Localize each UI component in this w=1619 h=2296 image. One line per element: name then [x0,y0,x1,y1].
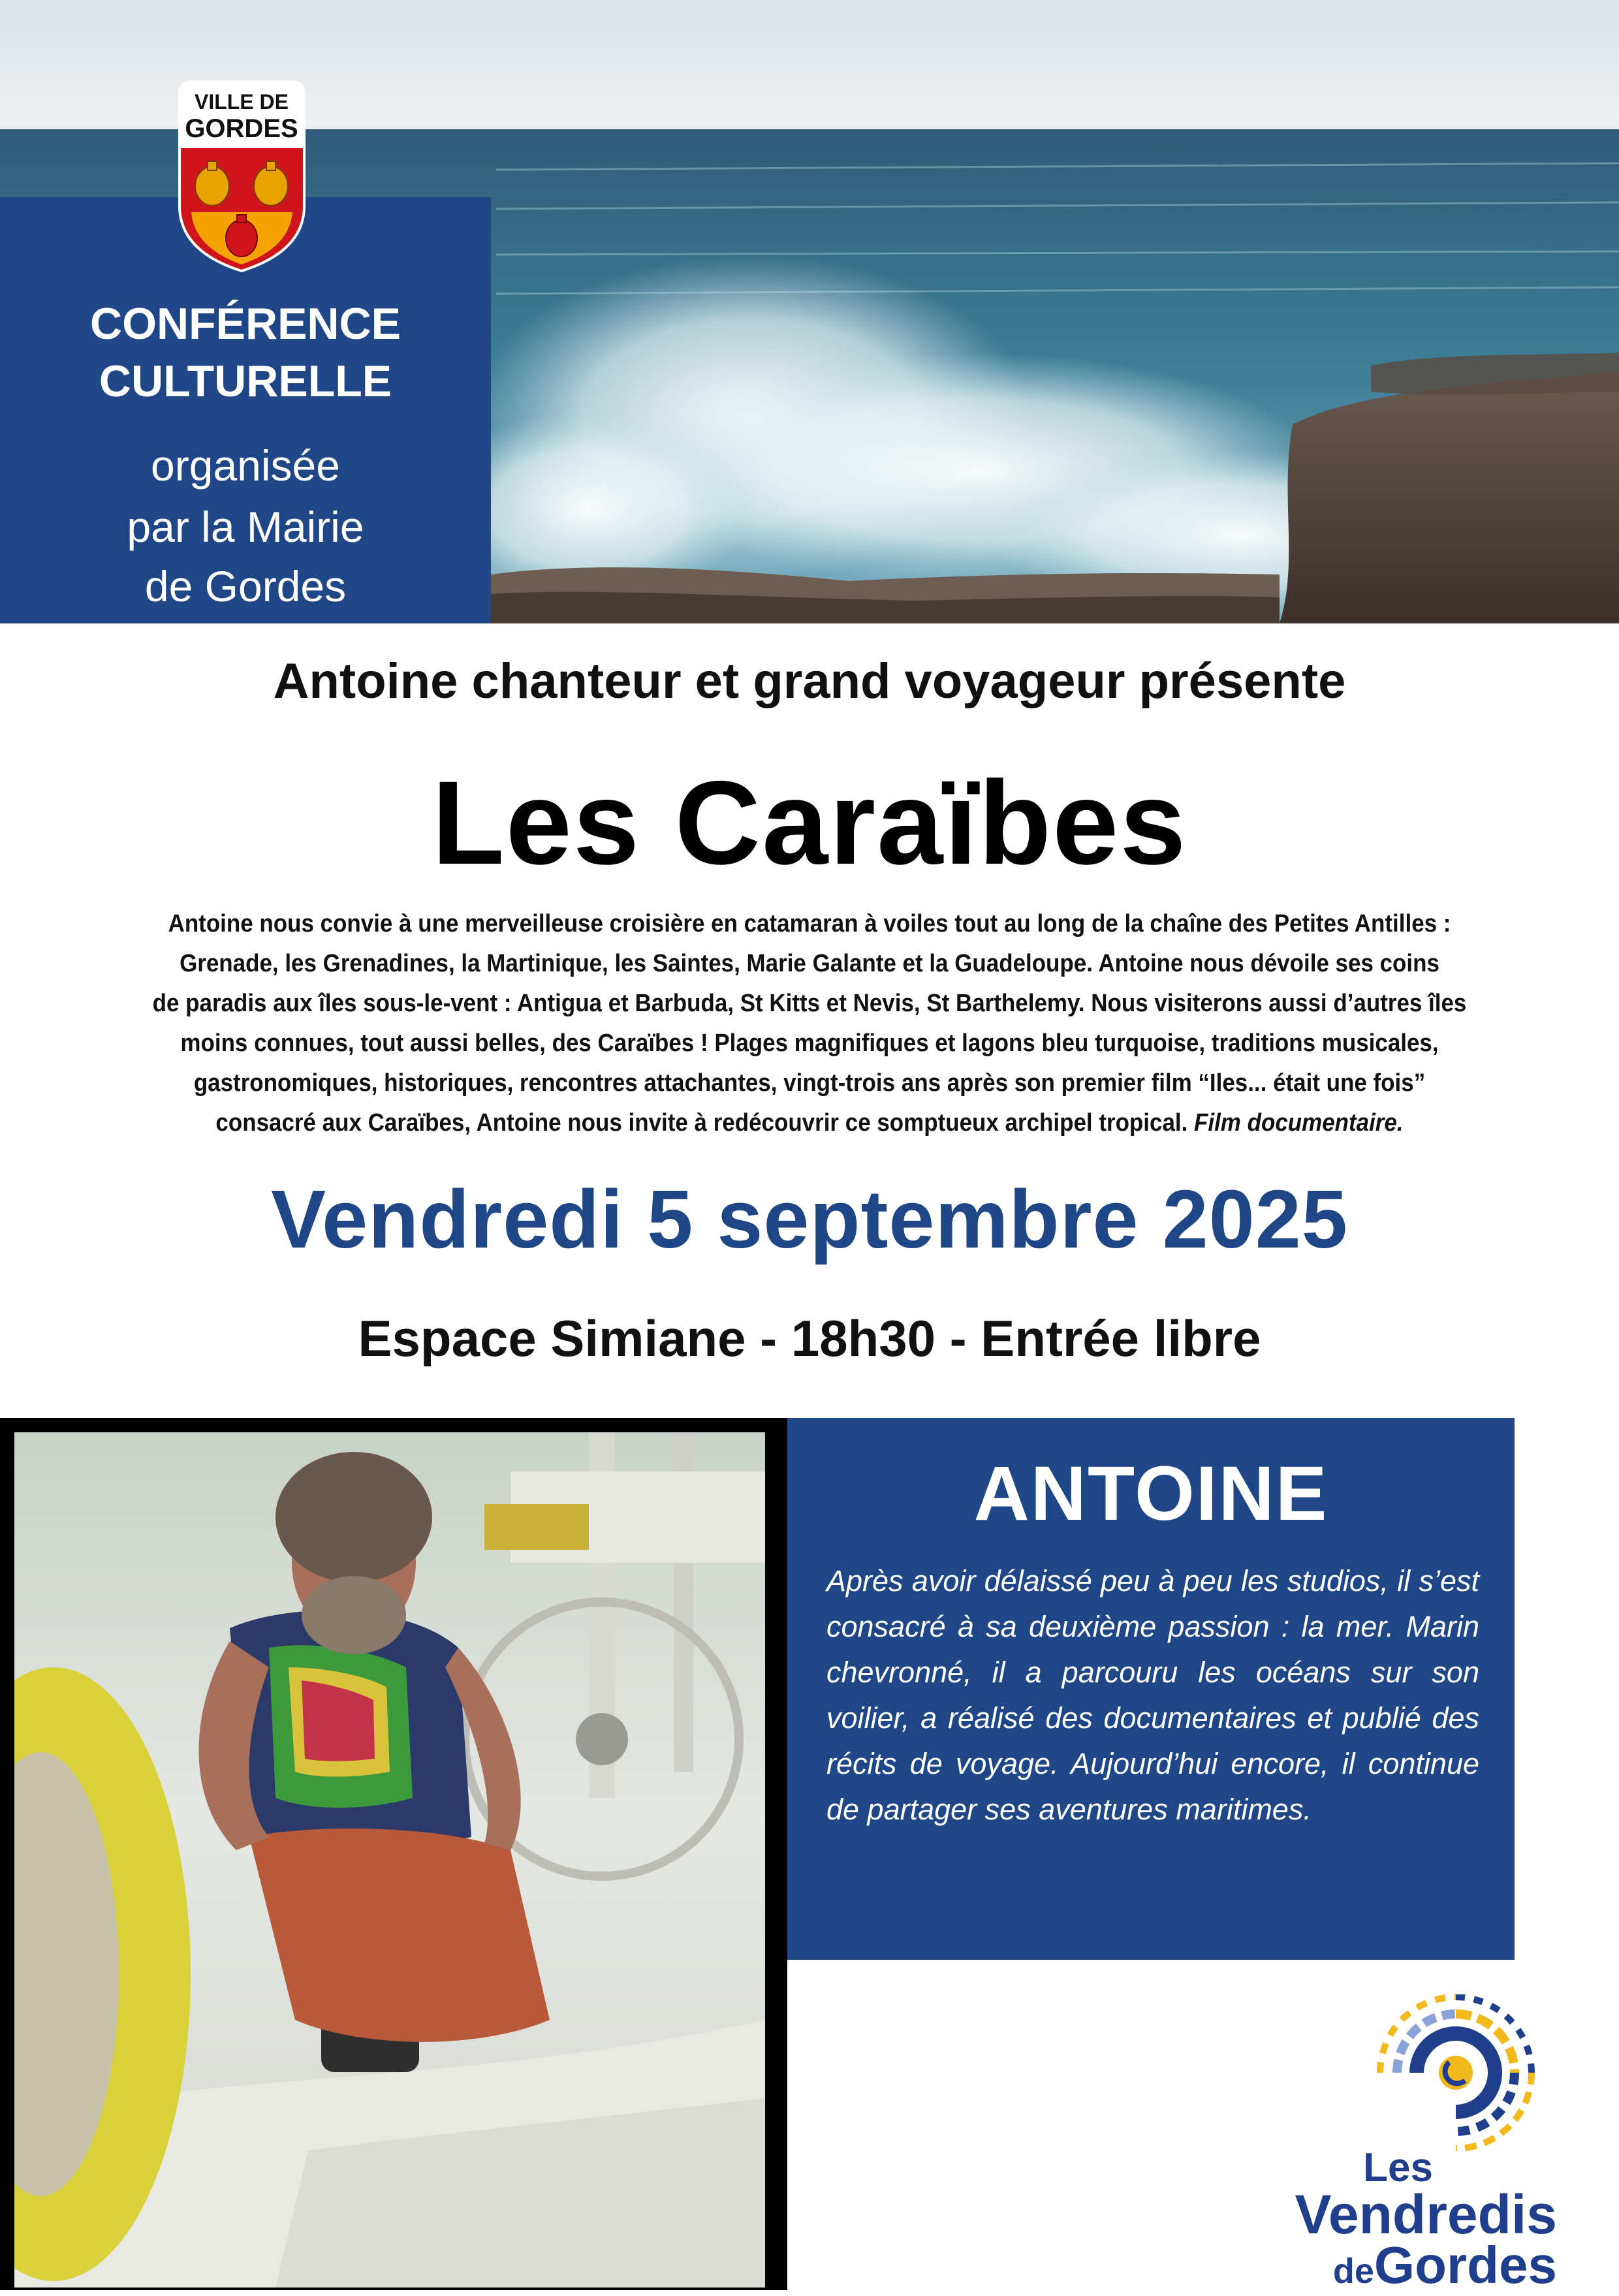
event-subtitle: Antoine chanteur et grand voyageur présente [273,653,1346,709]
event-description [137,904,1483,1143]
crest-text-line-1: VILLE DE [194,90,289,114]
event-date: Vendredi 5 septembre 2025 [271,1173,1348,1265]
crest-text-line-2: GORDES [185,114,298,143]
description-line: moins connues, tout aussi belles, des Caraïbes ! Plages magnifiques et lagons bleu turquoise, traditions musicales, [180,1030,1439,1057]
bio-box [787,1418,1515,1960]
description-line: de paradis aux îles sous-le-vent : Antigua et Barbuda, St Kitts et Nevis, St Barthelemy. Nous visiterons aussi d’autres îles [152,990,1467,1017]
vdg-line-2: Vendredis [1295,2184,1557,2245]
vdg-line-3-main: Gordes [1374,2236,1557,2294]
vdg-line-3-small: de [1332,2252,1374,2291]
vendredis-de-gordes-logo-mark [1371,1994,1541,2151]
vdg-line-3 [1250,2236,1557,2296]
conference-title-line-1: CONFÉRENCE [89,299,401,349]
description-line: Antoine nous convie à une merveilleuse croisière en catamaran à voiles tout au long de la chaîne des Petites Antilles : [168,910,1451,937]
description-italic-tail: Film documentaire. [1194,1109,1404,1137]
description-line-last [137,1103,1483,1143]
antoine-photo [14,1432,765,2288]
description-line-text: consacré aux Caraïbes, Antoine nous invite à redécouvrir ce somptueux archipel tropical. [215,1109,1188,1137]
vendredis-de-gordes-wordmark [1250,2145,1557,2296]
description-line: gastronomiques, historiques, rencontres attachantes, vingt-trois ans après son premier film “Iles... était une fois” [193,1069,1426,1097]
conference-subtitle-line-3: de Gordes [144,562,347,610]
conference-title-line-2: CULTURELLE [99,356,392,406]
antoine-photo-frame [0,1418,787,2290]
gordes-crest-logo [172,75,312,274]
description-line: Grenade, les Grenadines, la Martinique, les Saintes, Marie Galante et la Guadeloupe. Antoine nous dévoile ses coins [180,950,1439,977]
event-title: Les Caraïbes [432,756,1187,889]
bio-title: ANTOINE [973,1451,1328,1537]
bio-text: Après avoir délaissé peu à peu les studios, il s’est consacré à sa deuxième passion : la mer. Marin chevronné, il a parcouru les océans sur son voilier, a réalisé des documentaires et publié des récits de voyage. Aujourd’hui encore, il continue de partager ses aventures maritimes. [826,1564,1479,1826]
event-venue: Espace Simiane - 18h30 - Entrée libre [358,1310,1261,1367]
conference-subtitle-line-2: par la Mairie [127,503,364,551]
vdg-line-1: Les [1363,2145,1433,2190]
conference-subtitle-line-1: organisée [151,441,340,490]
